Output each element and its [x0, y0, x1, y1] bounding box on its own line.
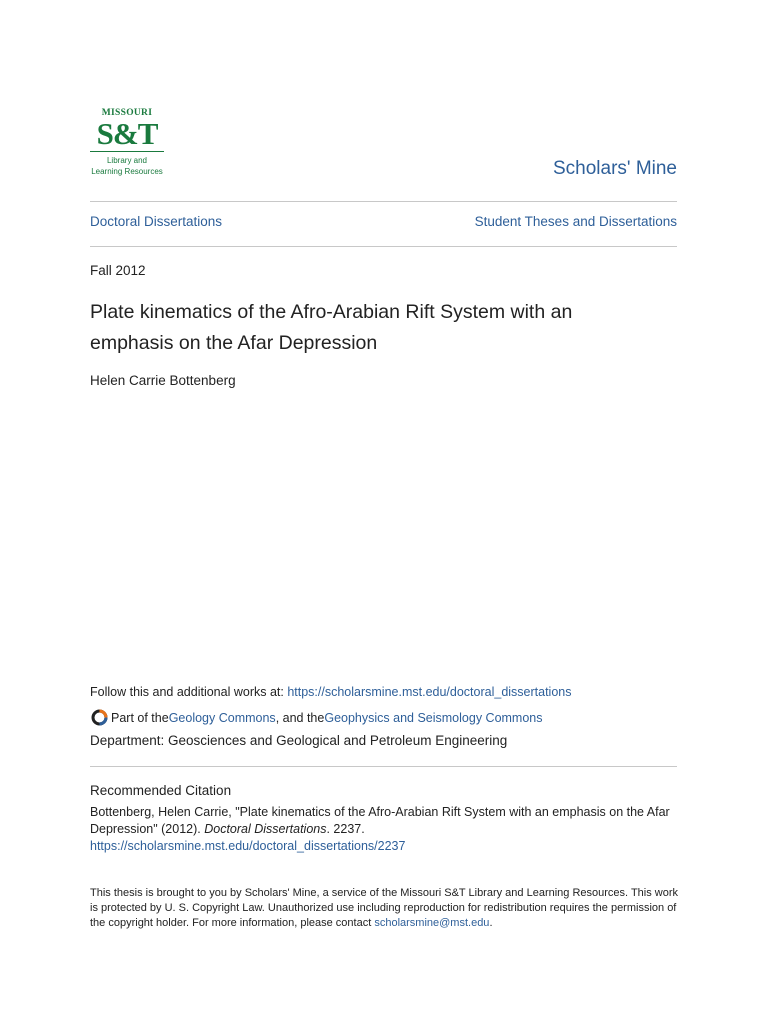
- author-name: Helen Carrie Bottenberg: [90, 373, 236, 388]
- copyright-notice: [90, 886, 680, 931]
- commons-icon: [90, 708, 109, 727]
- geology-commons-link[interactable]: Geology Commons: [168, 710, 276, 725]
- logo-library-text: Library and: [106, 156, 148, 165]
- citation-body: [90, 804, 680, 855]
- contact-email-link[interactable]: scholarsmine@mst.edu: [374, 917, 490, 929]
- part-of-prefix: Part of the: [111, 710, 169, 725]
- scholars-mine-link[interactable]: Scholars' Mine: [552, 158, 677, 179]
- citation-text: Bottenberg, Helen Carrie, "Plate kinematics of the Afro-Arabian Rift System with an emphasis on the Afar Depression" (2012).: [90, 805, 670, 836]
- publication-date: Fall 2012: [90, 263, 146, 278]
- citation-number: . 2237.: [326, 822, 365, 836]
- student-theses-link[interactable]: Student Theses and Dissertations: [474, 214, 677, 229]
- follow-line: [90, 685, 572, 699]
- geophysics-commons-link[interactable]: Geophysics and Seismology Commons: [324, 710, 543, 725]
- document-title: Plate kinematics of the Afro-Arabian Rift System with an emphasis on the Afar Depression: [90, 301, 573, 354]
- part-of-line: [90, 708, 543, 727]
- citation-series: Doctoral Dissertations: [204, 822, 327, 836]
- citation-heading: Recommended Citation: [90, 783, 232, 798]
- department-line: Department: Geosciences and Geological and Petroleum Engineering: [90, 733, 508, 748]
- citation-url-link[interactable]: https://scholarsmine.mst.edu/doctoral_dissertations/2237: [90, 839, 406, 853]
- part-of-middle: , and the: [275, 710, 325, 725]
- copyright-text: This thesis is brought to you by Scholars' Mine, a service of the Missouri S&T Library and Learning Resources. This work is protected by U. S. Copyright Law. Unauthorized use including reproduction for redistribution requires the permission of the copyright holder. For more information, please contact: [90, 887, 679, 929]
- header-divider: [90, 201, 677, 202]
- doctoral-dissertations-link[interactable]: Doctoral Dissertations: [90, 214, 223, 229]
- follow-prefix: Follow this and additional works at:: [90, 685, 288, 699]
- logo-missouri-text: MISSOURI: [101, 108, 153, 118]
- logo-st-text: S&T: [96, 116, 158, 151]
- citation-divider: [90, 766, 677, 767]
- library-logo[interactable]: [90, 108, 164, 182]
- nav-divider: [90, 246, 677, 247]
- logo-learning-text: Learning Resources: [91, 167, 163, 176]
- copyright-end: .: [489, 917, 493, 929]
- collection-url-link[interactable]: https://scholarsmine.mst.edu/doctoral_dissertations: [287, 685, 572, 699]
- logo-divider: [90, 151, 164, 152]
